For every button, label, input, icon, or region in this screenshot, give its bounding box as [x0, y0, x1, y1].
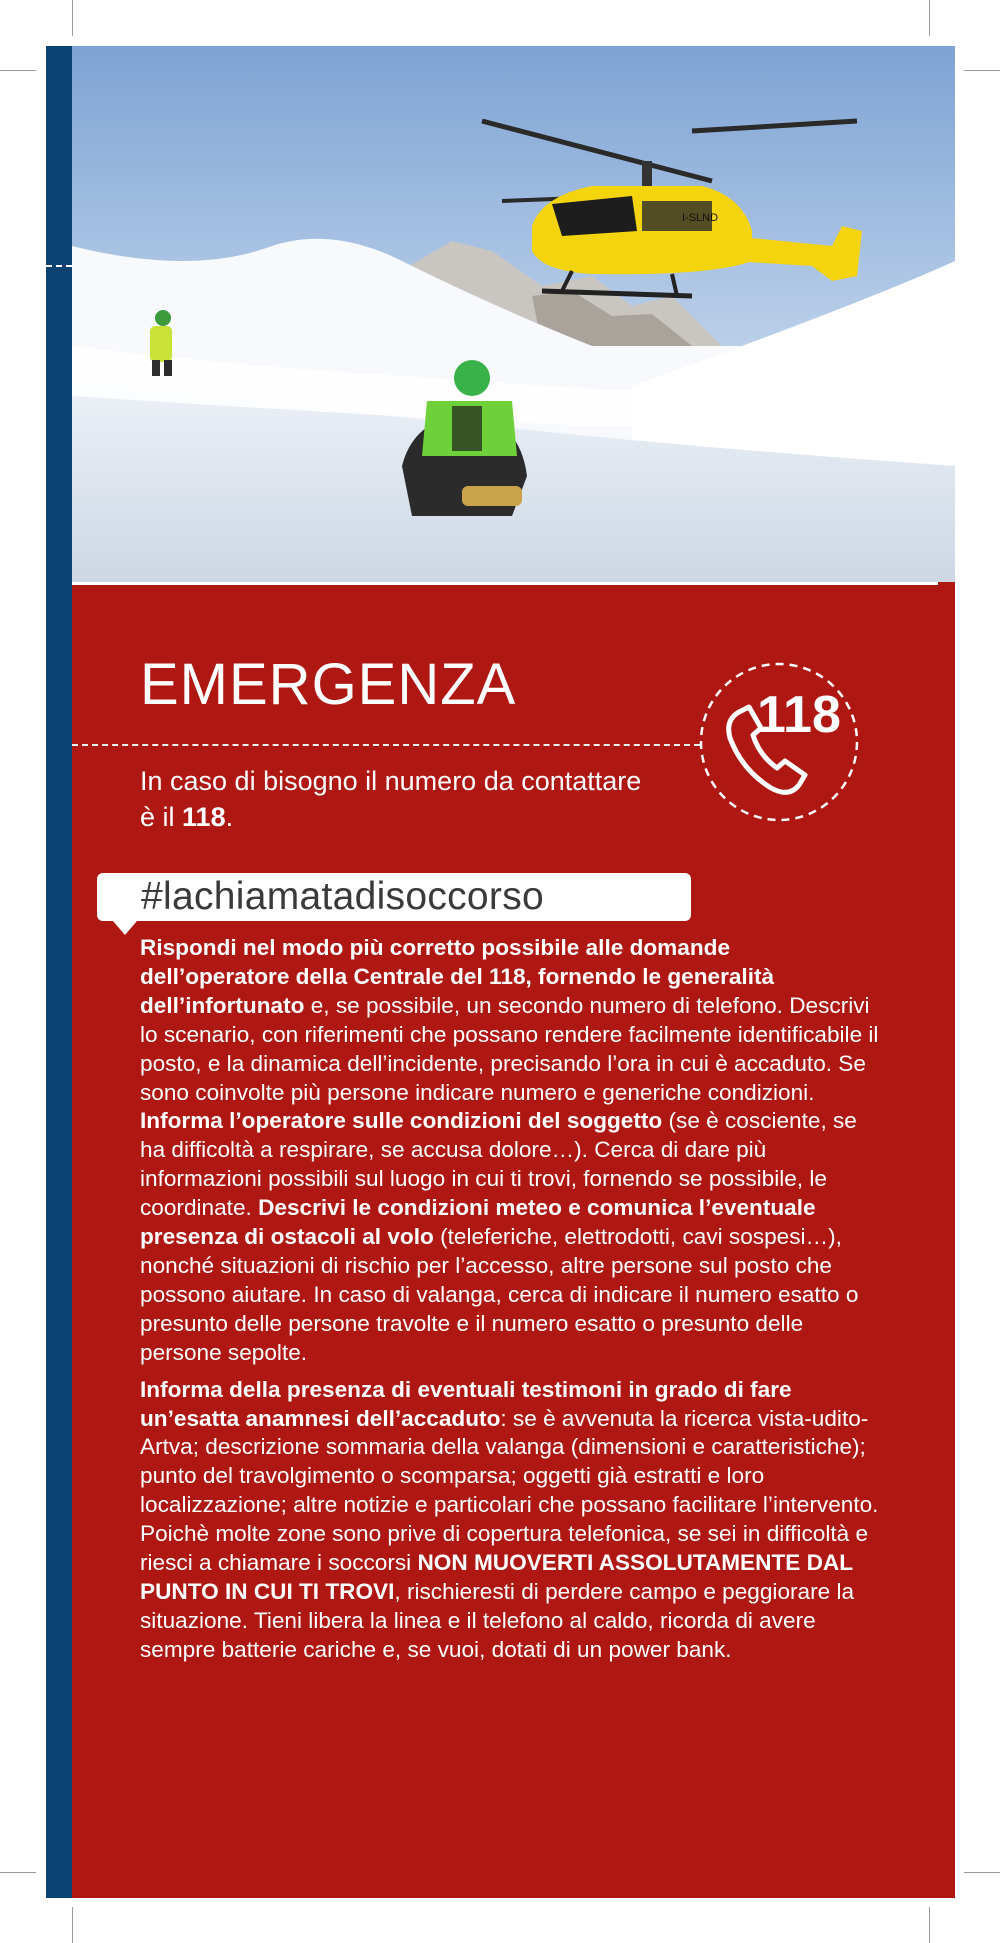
text-segment: (se è cosciente, se ha difficoltà a respirare, se accusa dolore…). Cerca di dare più informazioni possibili sul luogo in cui ti trovi, fornendo se possibile, le coordinate.	[140, 1108, 857, 1221]
badge-number: 118	[757, 686, 841, 744]
intro-number: 118	[182, 802, 226, 832]
crop-mark	[929, 0, 930, 36]
side-bar	[46, 46, 72, 1898]
text-segment: e, se possibile, un secondo numero di telefono. Descrivi lo scenario, con riferimenti che possano rendere facilmente identificabile il posto, e la dinamica dell’incidente, precisando l’ora in cui è accaduto. Se sono coinvolte più persone indicare numero e generiche condizioni.	[140, 992, 879, 1105]
text-segment: , rischieresti di perdere campo e peggiorare la situazione. Tieni libera la linea e il telefono al caldo, ricorda di avere sempre batterie cariche e, se vuoi, dotati di un power bank.	[140, 1578, 855, 1662]
crop-mark	[964, 70, 1000, 71]
photo-divider	[72, 582, 938, 585]
text-segment: Descrivi le condizioni meteo e comunica l’eventuale presenza di ostacoli al volo	[140, 1195, 816, 1250]
emergency-number-badge	[697, 660, 861, 824]
intro-text	[140, 763, 660, 835]
instructions-paragraph	[140, 1376, 880, 1665]
text-segment: : se è avvenuta la ricerca vista-udito-Artva; descrizione sommaria della valanga (dimensioni e caratteristiche); punto del travolgimento o scomparsa; oggetti già estratti e loro localizzazione; altre notizie e particolari che possano facilitare l’intervento. Poichè molte zone sono prive di copertura telefonica, se sei in difficoltà e riesci a chiamare i soccorsi	[140, 1405, 879, 1576]
rescue-photo	[72, 46, 955, 582]
crop-mark	[72, 1907, 73, 1943]
crop-mark	[72, 0, 73, 36]
hashtag-text: #lachiamatadisoccorso	[141, 875, 545, 918]
rescue-scene-illustration	[72, 46, 955, 582]
crop-mark	[0, 1872, 36, 1873]
crop-mark	[0, 70, 36, 71]
page-title: EMERGENZA	[140, 652, 517, 717]
text-segment: NON MUOVERTI ASSOLUTAMENTE DAL PUNTO IN CUI TI TROVI	[140, 1550, 853, 1604]
text-segment: (teleferiche, elettrodotti, cavi sospesi…), nonché situazioni di rischio per l’accesso, altre persone sul posto che possono aiutare. In caso di valanga, cerca di indicare il numero esatto o presunto delle persone travolte e il numero esatto o presunto delle persone sepolte.	[140, 1224, 859, 1365]
text-segment: Informa della presenza di eventuali testimoni in grado di fare un’esatta anamnesi dell’accaduto	[140, 1376, 792, 1431]
fold-mark	[46, 265, 72, 267]
instructions-body	[140, 934, 880, 1673]
instructions-paragraph	[140, 934, 880, 1368]
intro-suffix: .	[225, 802, 234, 832]
crop-mark	[929, 1907, 930, 1943]
intro-prefix: In caso di bisogno il numero da contattare è il	[140, 766, 642, 832]
text-segment: Rispondi nel modo più corretto possibile alle domande dell’operatore della Centrale del 118, fornendo le generalità dell’infortunato	[140, 935, 775, 1018]
helicopter-registration: I-SLND	[682, 212, 719, 224]
crop-mark	[964, 1872, 1000, 1873]
dashed-divider	[72, 744, 700, 746]
text-segment: Informa l’operatore sulle condizioni del soggetto	[140, 1108, 663, 1134]
hashtag-bubble	[97, 873, 691, 921]
